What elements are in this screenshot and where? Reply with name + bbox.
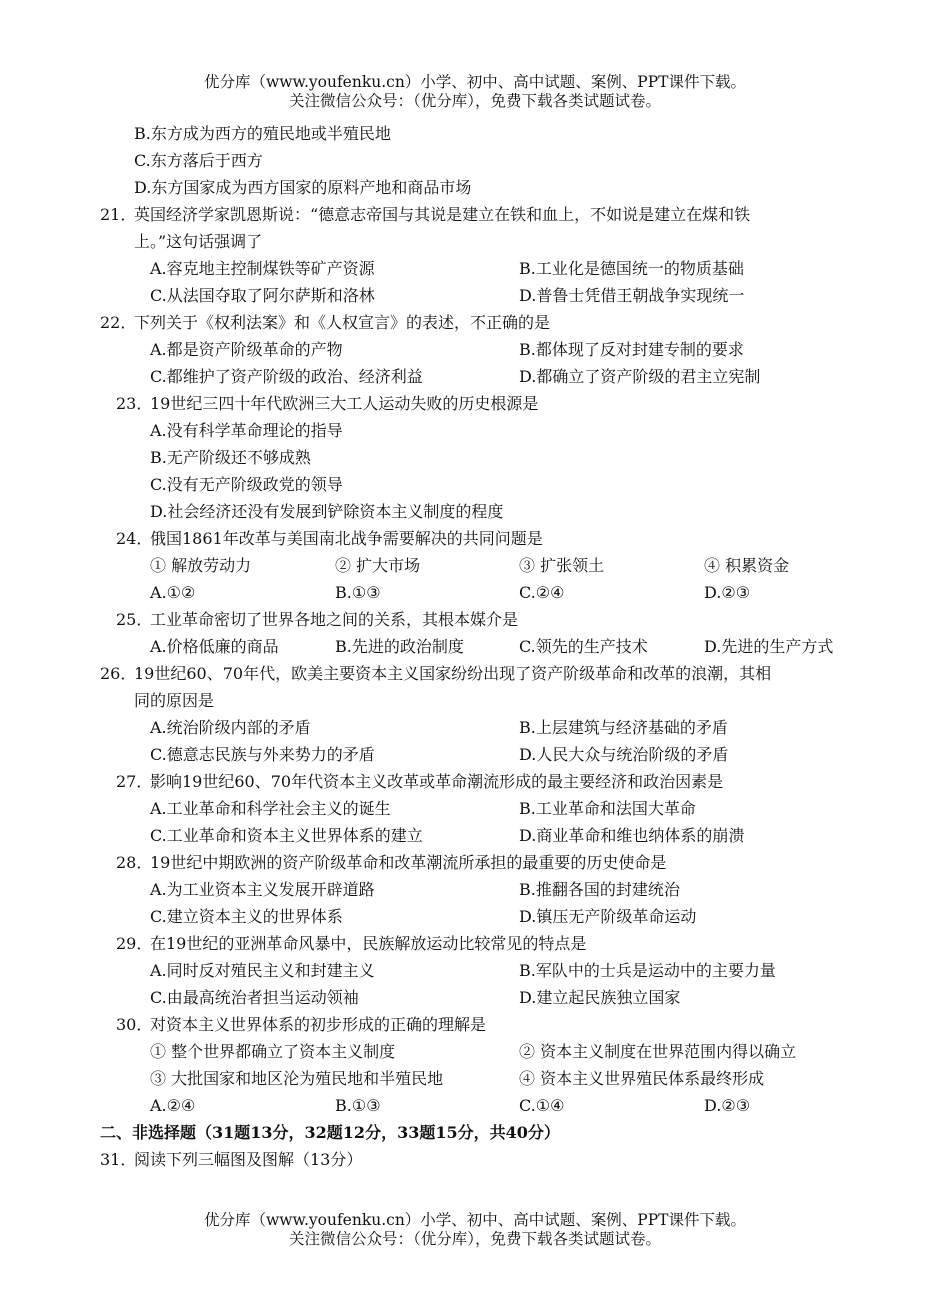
page-header-line2: 关注微信公众号：（优分库），免费下载各类试题试卷。 (288, 92, 661, 110)
q20-option-d: D.东方国家成为西方国家的原料产地和商品市场 (134, 178, 472, 197)
q23-option-b: B.无产阶级还不够成熟 (150, 448, 311, 467)
q21-option-c: C.从法国夺取了阿尔萨斯和洛林 (150, 286, 375, 305)
q27-number: 27． (116, 772, 153, 791)
q25-option-b: B.先进的政治制度 (335, 637, 464, 656)
q30-option-c: C.①④ (519, 1096, 565, 1115)
q20-option-b: B.东方成为西方的殖民地或半殖民地 (134, 124, 391, 143)
q22-option-b: B.都体现了反对封建专制的要求 (519, 340, 744, 359)
q25-option-c: C.领先的生产技术 (519, 637, 648, 656)
q21-stem-line2: 上。”这句话强调了 (134, 232, 263, 251)
q25-option-a: A.价格低廉的商品 (150, 637, 279, 656)
q20-option-c: C.东方落后于西方 (134, 151, 263, 170)
q30-item-3: ③ 大批国家和地区沦为殖民地和半殖民地 (150, 1069, 444, 1088)
q22-option-a: A.都是资产阶级革命的产物 (150, 340, 343, 359)
q30-item-4: ④ 资本主义世界殖民体系最终形成 (519, 1069, 765, 1088)
q24-option-b: B.①③ (335, 583, 381, 602)
page-header-line1: 优分库（www.youfenku.cn）小学、初中、高中试题、案例、PPT课件下载。 (203, 73, 747, 91)
q29-option-d: D.建立起民族独立国家 (519, 988, 681, 1007)
q29-stem: 在19世纪的亚洲革命风暴中，民族解放运动比较常见的特点是 (150, 934, 587, 953)
q22-number: 22． (100, 313, 137, 332)
q23-option-a: A.没有科学革命理论的指导 (150, 421, 343, 440)
q30-item-2: ② 资本主义制度在世界范围内得以确立 (519, 1042, 797, 1061)
q26-option-d: D.人民大众与统治阶级的矛盾 (519, 745, 729, 764)
q29-number: 29． (116, 934, 153, 953)
q23-option-d: D.社会经济还没有发展到铲除资本主义制度的程度 (150, 502, 504, 521)
q27-option-b: B.工业革命和法国大革命 (519, 799, 696, 818)
page-footer-line1: 优分库（www.youfenku.cn）小学、初中、高中试题、案例、PPT课件下载。 (203, 1211, 747, 1229)
q28-option-b: B.推翻各国的封建统治 (519, 880, 680, 899)
q28-number: 28． (116, 853, 153, 872)
q24-stem: 俄国1861年改革与美国南北战争需要解决的共同问题是 (150, 529, 543, 548)
q26-number: 26． (100, 664, 137, 683)
q25-stem: 工业革命密切了世界各地之间的关系，其根本媒介是 (150, 610, 519, 629)
q26-stem-line2: 同的原因是 (134, 691, 215, 710)
q24-number: 24． (116, 529, 153, 548)
q23-option-c: C.没有无产阶级政党的领导 (150, 475, 343, 494)
q24-item-4: ④ 积累资金 (704, 556, 790, 575)
q28-stem: 19世纪中期欧洲的资产阶级革命和改革潮流所承担的最重要的历史使命是 (150, 853, 667, 872)
q25-option-d: D.先进的生产方式 (704, 637, 834, 656)
q27-option-d: D.商业革命和维也纳体系的崩溃 (519, 826, 745, 845)
q24-item-3: ③ 扩张领土 (519, 556, 605, 575)
q23-number: 23． (116, 394, 153, 413)
page-footer-line2: 关注微信公众号：（优分库），免费下载各类试题试卷。 (288, 1230, 661, 1248)
q25-number: 25． (116, 610, 153, 629)
q26-option-a: A.统治阶级内部的矛盾 (150, 718, 311, 737)
q31-number: 31． (100, 1150, 137, 1169)
q31-stem: 阅读下列三幅图及图解（13分） (134, 1150, 363, 1169)
q27-option-c: C.工业革命和资本主义世界体系的建立 (150, 826, 423, 845)
q22-stem: 下列关于《权利法案》和《人权宣言》的表述，不正确的是 (134, 313, 551, 332)
q26-option-c: C.德意志民族与外来势力的矛盾 (150, 745, 375, 764)
q24-item-1: ① 解放劳动力 (150, 556, 252, 575)
q30-option-a: A.②④ (150, 1096, 196, 1115)
q27-option-a: A.工业革命和科学社会主义的诞生 (150, 799, 391, 818)
q22-option-d: D.都确立了资产阶级的君主立宪制 (519, 367, 761, 386)
q30-item-1: ① 整个世界都确立了资本主义制度 (150, 1042, 396, 1061)
q30-number: 30． (116, 1015, 153, 1034)
q26-stem-line1: 19世纪60、70年代，欧美主要资本主义国家纷纷出现了资产阶级革命和改革的浪潮，其相 (134, 664, 772, 683)
q28-option-c: C.建立资本主义的世界体系 (150, 907, 343, 926)
q21-option-a: A.容克地主控制煤铁等矿产资源 (150, 259, 375, 278)
q24-item-2: ② 扩大市场 (335, 556, 421, 575)
q30-stem: 对资本主义世界体系的初步形成的正确的理解是 (150, 1015, 487, 1034)
q24-option-a: A.①② (150, 583, 196, 602)
q29-option-a: A.同时反对殖民主义和封建主义 (150, 961, 375, 980)
q29-option-b: B.军队中的士兵是运动中的主要力量 (519, 961, 776, 980)
q21-option-d: D.普鲁士凭借王朝战争实现统一 (519, 286, 745, 305)
q21-option-b: B.工业化是德国统一的物质基础 (519, 259, 744, 278)
q22-option-c: C.都维护了资产阶级的政治、经济利益 (150, 367, 423, 386)
q21-stem-line1: 英国经济学家凯恩斯说：“德意志帝国与其说是建立在铁和血上，不如说是建立在煤和铁 (134, 205, 751, 224)
q30-option-d: D.②③ (704, 1096, 751, 1115)
q28-option-a: A.为工业资本主义发展开辟道路 (150, 880, 375, 899)
q24-option-c: C.②④ (519, 583, 565, 602)
q23-stem: 19世纪三四十年代欧洲三大工人运动失败的历史根源是 (150, 394, 539, 413)
section-heading: 二、非选择题（31题13分，32题12分，33题15分，共40分） (100, 1123, 560, 1142)
q27-stem: 影响19世纪60、70年代资本主义改革或革命潮流形成的最主要经济和政治因素是 (150, 772, 724, 791)
q24-option-d: D.②③ (704, 583, 751, 602)
q28-option-d: D.镇压无产阶级革命运动 (519, 907, 697, 926)
q26-option-b: B.上层建筑与经济基础的矛盾 (519, 718, 728, 737)
q29-option-c: C.由最高统治者担当运动领袖 (150, 988, 359, 1007)
q21-number: 21． (100, 205, 137, 224)
q30-option-b: B.①③ (335, 1096, 381, 1115)
